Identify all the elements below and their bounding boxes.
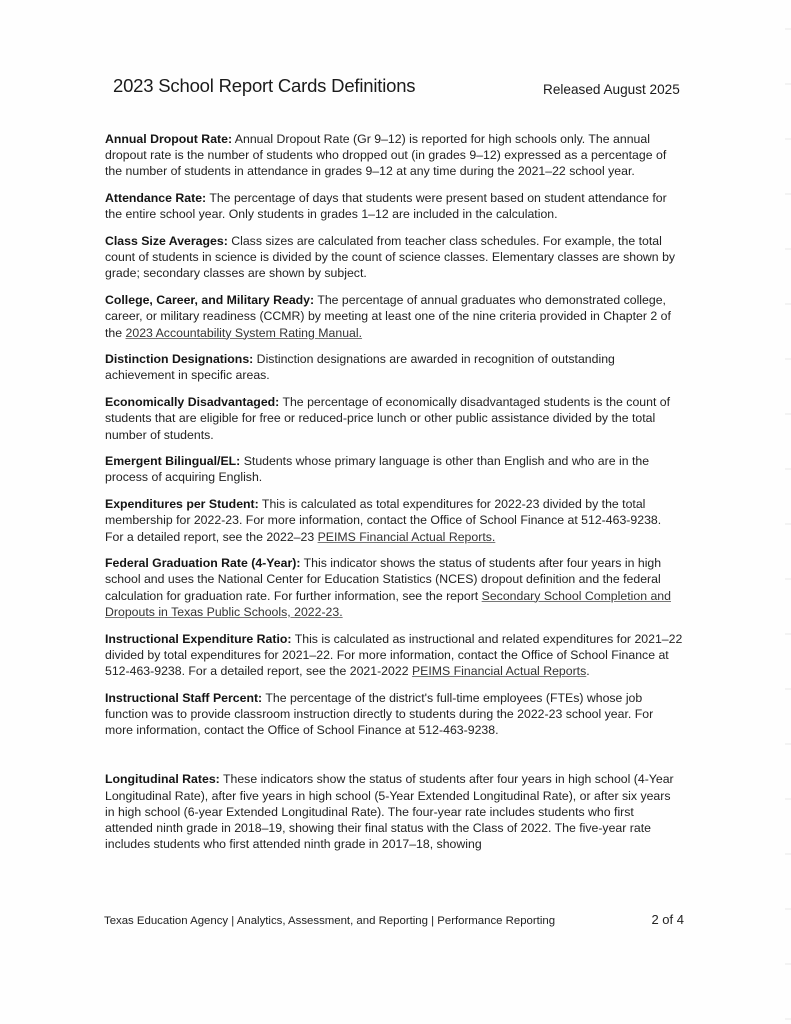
definition-longitudinal-rates [105, 771, 683, 852]
release-date: Released August 2025 [543, 82, 680, 97]
page-footer [104, 912, 684, 927]
accountability-manual-link[interactable]: 2023 Accountability System Rating Manual. [125, 325, 363, 340]
document-title: 2023 School Report Cards Definitions [113, 75, 416, 96]
definition-text: The percentage of economically disadvantaged students is the count of students that are eligible for free or reduced-price lunch or other public assistance divided by the total number of students. [105, 395, 671, 442]
definition-emergent-bilingual [105, 453, 683, 485]
definition-term: College, Career, and Military Ready: [105, 293, 315, 308]
peims-financial-reports-link-2021[interactable]: PEIMS Financial Actual Reports [411, 663, 587, 678]
definition-text: This indicator shows the status of students after four years in high school and uses the National Center for Education Statistics (NCES) dropout definition and the federal calculation for graduation rate. For further information, see the report [105, 556, 662, 603]
definition-text: Class sizes are calculated from teacher class schedules. For example, the total count of students in science is divided by the count of science classes. Elementary classes are shown by grade; secondary classes are shown by subject. [105, 234, 676, 281]
definition-term: Distinction Designations: [105, 352, 254, 367]
peims-financial-reports-link[interactable]: PEIMS Financial Actual Reports. [317, 529, 496, 544]
definition-text: The percentage of the district's full-time employees (FTEs) whose job function was to provide classroom instruction directly to students during the 2022-23 school year. For more information, contact the Office of School Finance at 512-463-9238. [105, 690, 654, 738]
definition-instructional-staff-percent [105, 690, 683, 739]
definition-term: Class Size Averages: [105, 234, 228, 249]
definition-term: Instructional Expenditure Ratio: [105, 631, 292, 646]
definition-text: Distinction designations are awarded in recognition of outstanding achievement in specific areas. [105, 352, 615, 383]
definition-economically-disadvantaged [105, 394, 683, 443]
footer-agency: Texas Education Agency | Analytics, Assessment, and Reporting | Performance Reporting [104, 915, 556, 927]
definition-distinction-designations [105, 351, 683, 383]
definition-federal-graduation-rate [105, 555, 683, 620]
definition-attendance-rate [105, 190, 683, 222]
dropouts-report-link[interactable]: Secondary School Completion and Dropouts in Texas Public Schools, 2022-23. [105, 588, 671, 619]
definition-text: These indicators show the status of students after four years in high school (4-Year Longitudinal Rate), after five years in high school (5-Year Extended Longitudinal Rate), or after six years in high school (6-year Extended Longitudinal Rate). The four-year rate includes students who first attended ninth grade in 2018–19, showing their final status with the Class of 2022. The five-year rate includes students who first attended ninth grade in 2017–18, showing [105, 772, 674, 852]
definition-text: The percentage of annual graduates who demonstrated college, career, or military readiness (CCMR) by meeting at least one of the nine criteria provided in Chapter 2 of the [105, 293, 671, 340]
definition-text: The percentage of days that students were present based on student attendance for the entire school year. Only students in grades 1–12 are included in the calculation. [105, 191, 667, 222]
definition-term: Instructional Staff Percent: [105, 690, 263, 705]
definitions-list [105, 131, 683, 863]
definition-term: Longitudinal Rates: [105, 772, 220, 787]
definition-term: Expenditures per Student: [105, 497, 259, 512]
definition-term: Annual Dropout Rate: [105, 132, 233, 146]
definition-annual-dropout-rate [105, 131, 683, 180]
definition-class-size-averages [105, 233, 683, 282]
definition-term: Attendance Rate: [105, 191, 207, 206]
definition-term: Emergent Bilingual/EL: [105, 454, 241, 469]
definition-text: This is calculated as instructional and related expenditures for 2021–22 divided by total expenditures for 2021–22. For more information, contact the Office of School Finance at 512-463-9238. For a detailed report, see the 2021-2022 [105, 631, 683, 678]
definition-expenditures-per-student [105, 496, 683, 545]
definition-ccmr [105, 292, 683, 341]
scan-edge-artifact [785, 0, 791, 1024]
definition-text: Students whose primary language is other than English and who are in the process of acquiring English. [105, 454, 650, 485]
definition-term: Economically Disadvantaged: [105, 395, 280, 410]
definition-text: Annual Dropout Rate (Gr 9–12) is reported for high schools only. The annual dropout rate is the number of students who dropped out (in grades 9–12) expressed as a percentage of the number of students in attendance in grades 9–12 at any time during the 2021–22 school year. [105, 132, 667, 179]
definition-instructional-expenditure-ratio [105, 631, 683, 680]
definition-text: This is calculated as total expenditures for 2022-23 divided by the total membership for 2022-23. For more information, contact the Office of School Finance at 512-463-9238. For a detailed report, see the 2022–23 [105, 497, 662, 544]
definition-text-after: . [586, 663, 590, 678]
page-number: 2 of 4 [651, 912, 684, 927]
definition-term: Federal Graduation Rate (4-Year): [105, 556, 301, 571]
